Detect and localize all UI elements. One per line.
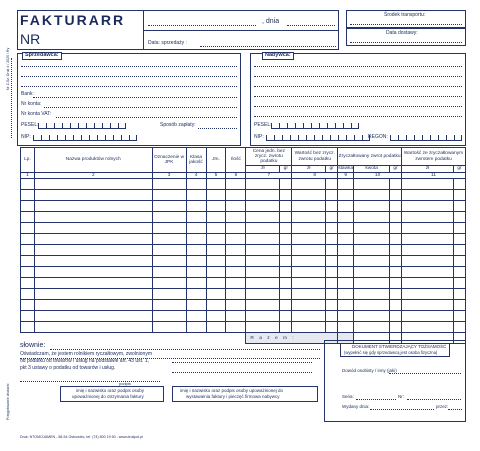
przez-line bbox=[448, 409, 462, 410]
payment-line bbox=[198, 128, 237, 129]
seller-line-1 bbox=[21, 66, 237, 67]
kwota-gr: gr bbox=[390, 166, 402, 173]
dnia-line bbox=[287, 25, 335, 26]
issuer-sign-line-2: wystawienia faktury i pieczęć firmowa nabywcy bbox=[186, 394, 280, 399]
podpis-label: podpis bbox=[119, 381, 131, 386]
invoice-title: FAKTURARR bbox=[20, 12, 126, 28]
side-bottom-text: Przygotowanie drukarki bbox=[6, 383, 10, 420]
sale-date-line bbox=[200, 46, 336, 47]
col-num: 2 bbox=[34, 173, 152, 179]
wydany-line bbox=[370, 409, 434, 410]
slownie-label: słownie: bbox=[20, 342, 46, 349]
wartosc-z-zl: zł bbox=[402, 166, 454, 173]
table-row[interactable] bbox=[21, 300, 466, 311]
nr-konta-label: Nr konta: bbox=[21, 101, 42, 107]
delivery-label: Data dostawy: bbox=[386, 30, 418, 36]
oswiadczam-line-2: od podatku od towarów i usług na podstawie art. 43 ust. 1, bbox=[20, 358, 149, 364]
invoice-nr-label: NR bbox=[20, 31, 41, 47]
seria-label: Seria: bbox=[342, 394, 354, 399]
col-num: 7 bbox=[246, 173, 292, 179]
col-klasa: Klasa jakość bbox=[186, 148, 206, 173]
buyer-regon-label: REGON: bbox=[368, 134, 388, 140]
col-num: 11 bbox=[402, 173, 466, 179]
seller-pesel-cells bbox=[38, 123, 126, 129]
seller-pesel-label: PESEL: bbox=[21, 122, 39, 128]
place-line bbox=[148, 25, 256, 26]
wydany-label: Wydany dnia: bbox=[342, 404, 370, 409]
nr-konta-vat-line bbox=[56, 117, 237, 118]
seria-line bbox=[356, 399, 396, 400]
table-row[interactable] bbox=[21, 322, 466, 333]
col-lp: Lp. bbox=[21, 148, 35, 173]
seller-line-3 bbox=[21, 86, 237, 87]
buyer-line-4 bbox=[254, 96, 462, 97]
table-row[interactable] bbox=[21, 223, 466, 234]
col-num: 9 bbox=[338, 173, 354, 179]
col-jm: Jm. bbox=[206, 148, 226, 173]
przez-label: przez: bbox=[436, 404, 449, 409]
podpis-line bbox=[20, 381, 160, 382]
dowod-label: Dowód osobisty / inny (jaki) bbox=[342, 368, 397, 373]
sale-date-label: Data: sprzedaży : bbox=[148, 40, 187, 46]
seller-heading: Sprzedawca: bbox=[22, 52, 62, 60]
table-row[interactable] bbox=[21, 267, 466, 278]
recipient-sign-line-1: imię i nazwisko oraz podpis osoby bbox=[76, 388, 145, 393]
table-row[interactable] bbox=[21, 311, 466, 322]
transport-label: Środek transportu: bbox=[384, 12, 426, 18]
wartosc-gr: gr bbox=[326, 166, 338, 173]
col-cena: Cena jedn. bez zrycz. zwrotu podatku bbox=[246, 148, 292, 166]
title-box bbox=[17, 10, 143, 50]
buyer-nip-cells bbox=[266, 135, 370, 141]
col-num: 8 bbox=[292, 173, 338, 179]
delivery-line bbox=[350, 42, 462, 43]
col-wartosc-z: Wartość ze zryczałtowanym zwrotem podatku bbox=[402, 148, 466, 166]
col-num: 5 bbox=[206, 173, 226, 179]
table-row[interactable] bbox=[21, 212, 466, 223]
bank-label: Bank: bbox=[21, 91, 34, 97]
table-row[interactable] bbox=[21, 190, 466, 201]
transport-line bbox=[350, 24, 462, 25]
issuer-line-1 bbox=[172, 362, 312, 363]
col-wartosc: Wartość bez zrycz. zwrotu podatku bbox=[292, 148, 338, 166]
table-row[interactable] bbox=[21, 245, 466, 256]
buyer-regon-cells bbox=[390, 135, 462, 141]
print-info: Druk: NTOMOJAMEN - 58-54 Ostrowiec, tel. (74) 800 19 50 - www.drukpol.pl bbox=[20, 435, 143, 439]
col-num: 10 bbox=[354, 173, 402, 179]
col-kwota: kwota bbox=[354, 166, 390, 173]
table-row[interactable] bbox=[21, 289, 466, 300]
buyer-nip-label: NIP: bbox=[254, 134, 264, 140]
col-num: 1 bbox=[21, 173, 35, 179]
side-perforation bbox=[11, 58, 12, 138]
dowod-line bbox=[389, 373, 461, 374]
cena-gr: gr bbox=[280, 166, 292, 173]
slownie-line bbox=[50, 349, 320, 350]
col-num: 6 bbox=[226, 173, 246, 179]
seller-line-2 bbox=[21, 76, 237, 77]
buyer-line-1 bbox=[254, 66, 462, 67]
table-row[interactable] bbox=[21, 256, 466, 267]
col-ilosc: Ilość bbox=[226, 148, 246, 173]
nr-konta-vat-label: Nr konta VAT: bbox=[21, 111, 52, 117]
identity-subtitle: (wypełnić się gdy sprzedawcą jest osoba fizyczna) bbox=[344, 350, 438, 355]
nr-konta-line bbox=[44, 107, 237, 108]
table-row[interactable] bbox=[21, 179, 466, 190]
payment-method-label: Sposób zapłaty: bbox=[160, 122, 196, 128]
buyer-line-6 bbox=[254, 116, 462, 117]
col-stawka: stawka bbox=[338, 166, 354, 172]
buyer-heading: Nabywca: bbox=[262, 52, 294, 60]
seller-nip-cells bbox=[33, 135, 137, 141]
table-row[interactable] bbox=[21, 201, 466, 212]
table-row[interactable] bbox=[21, 278, 466, 289]
issuer-sign-line-1: imię i nazwisko oraz podpis osoby upoważnionej do bbox=[180, 388, 284, 393]
col-num: 3 bbox=[152, 173, 186, 179]
date-divider bbox=[143, 30, 339, 31]
seller-nip-label: NIP: bbox=[21, 134, 31, 140]
issuer-line-2 bbox=[172, 372, 312, 373]
col-nazwa: Nazwa produktów rolnych bbox=[34, 148, 152, 173]
oswiadczam-line-3: pkt 3 ustawy o podatku od towarów i usług. bbox=[20, 365, 116, 371]
side-code: Nr Z-Sz. Druk 4 / 2020 / Ry bbox=[6, 47, 10, 90]
wartosc-z-gr: gr bbox=[453, 166, 465, 173]
dnia-label: , dnia bbox=[262, 18, 280, 25]
identity-title: DOKUMENT STWIERDZAJĄCY TOŻSAMOŚĆ bbox=[352, 344, 447, 349]
items-table bbox=[20, 147, 466, 344]
buyer-line-3 bbox=[254, 86, 462, 87]
bank-line bbox=[33, 97, 237, 98]
table-row[interactable] bbox=[21, 234, 466, 245]
cena-zl: zł bbox=[246, 166, 280, 173]
buyer-line-2 bbox=[254, 76, 462, 77]
col-oznaczenie: Oznaczenie w JPK bbox=[152, 148, 186, 173]
identity-nr-label: Nr: bbox=[398, 394, 404, 399]
recipient-sign-line-2: upoważnionej do otrzymania faktury bbox=[72, 394, 144, 399]
wartosc-zl: zł bbox=[292, 166, 326, 173]
col-num: 4 bbox=[186, 173, 206, 179]
razem-label: R a z e m : bbox=[246, 333, 338, 344]
buyer-pesel-cells bbox=[271, 123, 359, 129]
oswiadczam-line-1: Oświadczam, że jestem rolnikiem ryczałtowym, zwolnionym bbox=[20, 351, 152, 357]
col-zryczaltowany: Zryczałtowany zwrot podatku bbox=[338, 148, 402, 166]
buyer-pesel-label: PESEL: bbox=[254, 122, 272, 128]
identity-nr-line bbox=[407, 399, 461, 400]
buyer-line-5 bbox=[254, 106, 462, 107]
